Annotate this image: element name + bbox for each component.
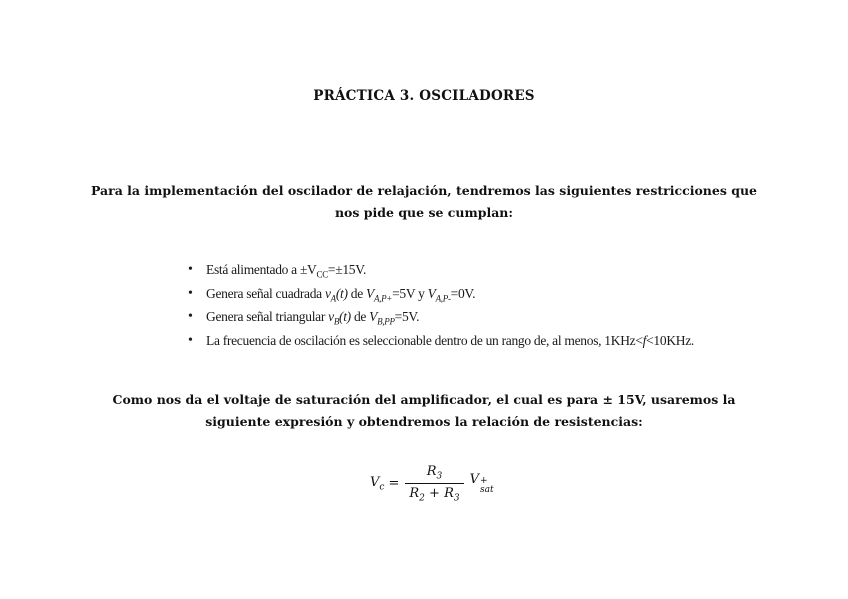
voltage-formula — [370, 464, 494, 503]
list-item: • La frecuencia de oscilación es seleccionable dentro de un rango de, al menos, 1KHz<f<10KHz. — [188, 329, 708, 353]
list-item: • Está alimentado $a \pm V_{CC}=\pm 15V$. — [188, 258, 708, 282]
formula-denominator: $R_2 + R_3$ — [405, 483, 463, 504]
formula-lhs: $V_c$ — [370, 474, 385, 493]
list-item: • Genera señal cuadrada $v_A(t)$ de $V_{A,P+}=5V$ y $V_{A,P-}=0V$. — [188, 282, 708, 306]
page-title: PRÁCTICA 3. OSCILADORES — [313, 88, 535, 104]
formula-rhs: V + sat — [469, 472, 494, 496]
saturation-paragraph: Como nos da el voltaje de saturación del amplificador, el cual es para ± 15V, usaremos la siguiente expresión y obtendremos la relación de resistencias: — [112, 392, 736, 429]
formula-equals: = — [388, 476, 400, 492]
formula-numerator: $R_3$ — [426, 464, 443, 482]
formula-fraction — [405, 464, 463, 503]
list-item: • Genera señal triangular $v_B(t)$ de $V_{B,PP}=5V$. — [188, 305, 708, 329]
intro-paragraph: Para la implementación del oscilador de relajación, tendremos las siguientes restricciones que nos pide que se cumplan: — [90, 183, 758, 220]
restrictions-list — [188, 258, 708, 352]
